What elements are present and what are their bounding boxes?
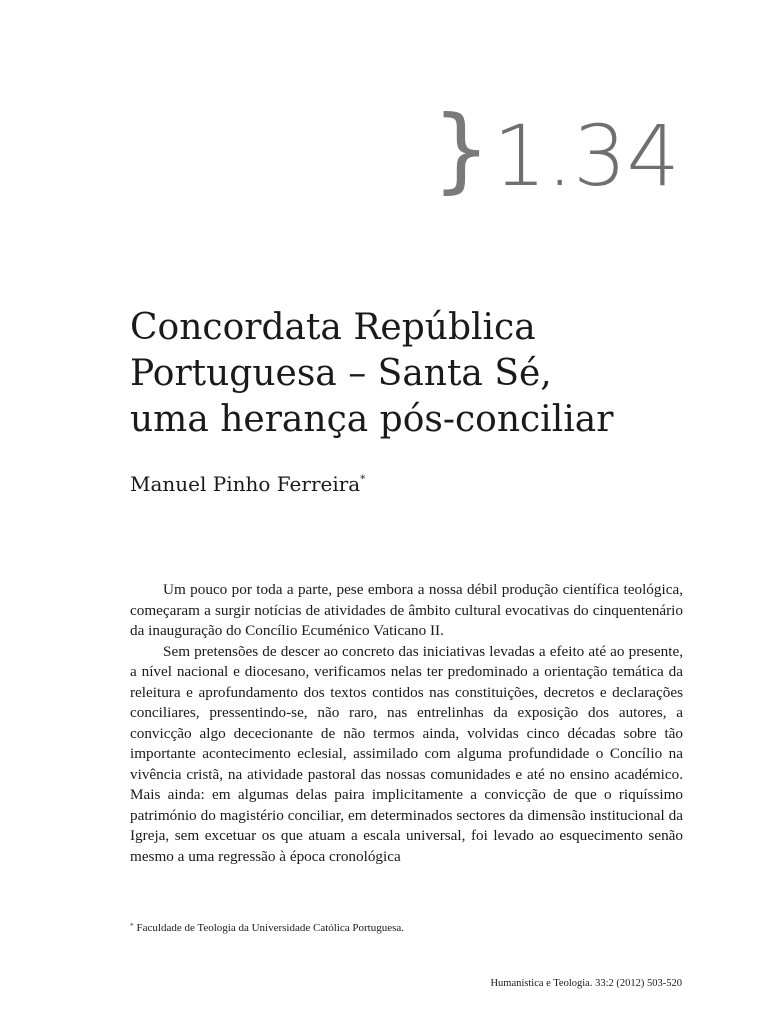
article-title-line-1: Concordata República [130,307,536,348]
article-title [130,305,690,443]
author-name: Manuel Pinho Ferreira [130,472,361,496]
body-paragraph-2: Sem pretensões de descer ao concreto das iniciativas levadas a efeito até ao presente, a nível nacional e diocesano, verificamos nelas ter predominado a orientação temática da releitura e aprofundamento dos textos contidos nas constituições, decretos e declarações conciliares, pressentindo-se, não raro, nas entrelinhas da exposição dos autores, a convicção algo dececionante de não termos ainda, volvidas cinco décadas sobre tão importante acontecimento eclesial, assimilado com alguma profundidade o Concílio na vivência cristã, na atividade pastoral das nossas comunidades e até no ensino académico. Mais ainda: em algumas delas paira implicitamente a convicção de que o riquíssimo património do magistério conciliar, em determinados sectores da dimensão institucional da Igreja, sem excetuar os que atuam a escala universal, foi levado ao esquecimento senão mesmo a uma regressão à época cronológica [130,642,683,865]
chapter-number [433,96,680,206]
footnote-text: Faculdade de Teologia da Universidade Católica Portuguesa. [136,922,405,934]
article-title-line-3: uma herança pós-conciliar [130,399,614,440]
chapter-brace: } [433,96,489,203]
article-title-line-2: Portuguesa – Santa Sé, [130,353,552,394]
article-author [130,470,365,498]
footnote [130,920,404,936]
body-paragraph-1: Um pouco por toda a parte, pese embora a nossa débil produção científica teológica, começaram a surgir notícias de atividades de âmbito cultural evocativas do cinquentenário da inauguração do Concílio Ecuménico Vaticano II. [130,581,683,639]
author-footnote-marker: * [360,474,366,485]
article-body [130,580,683,867]
journal-citation: Humanística e Teologia. 33:2 (2012) 503-520 [490,978,682,989]
footnote-marker: * [130,922,134,930]
chapter-number-value: 1.34 [492,107,680,205]
